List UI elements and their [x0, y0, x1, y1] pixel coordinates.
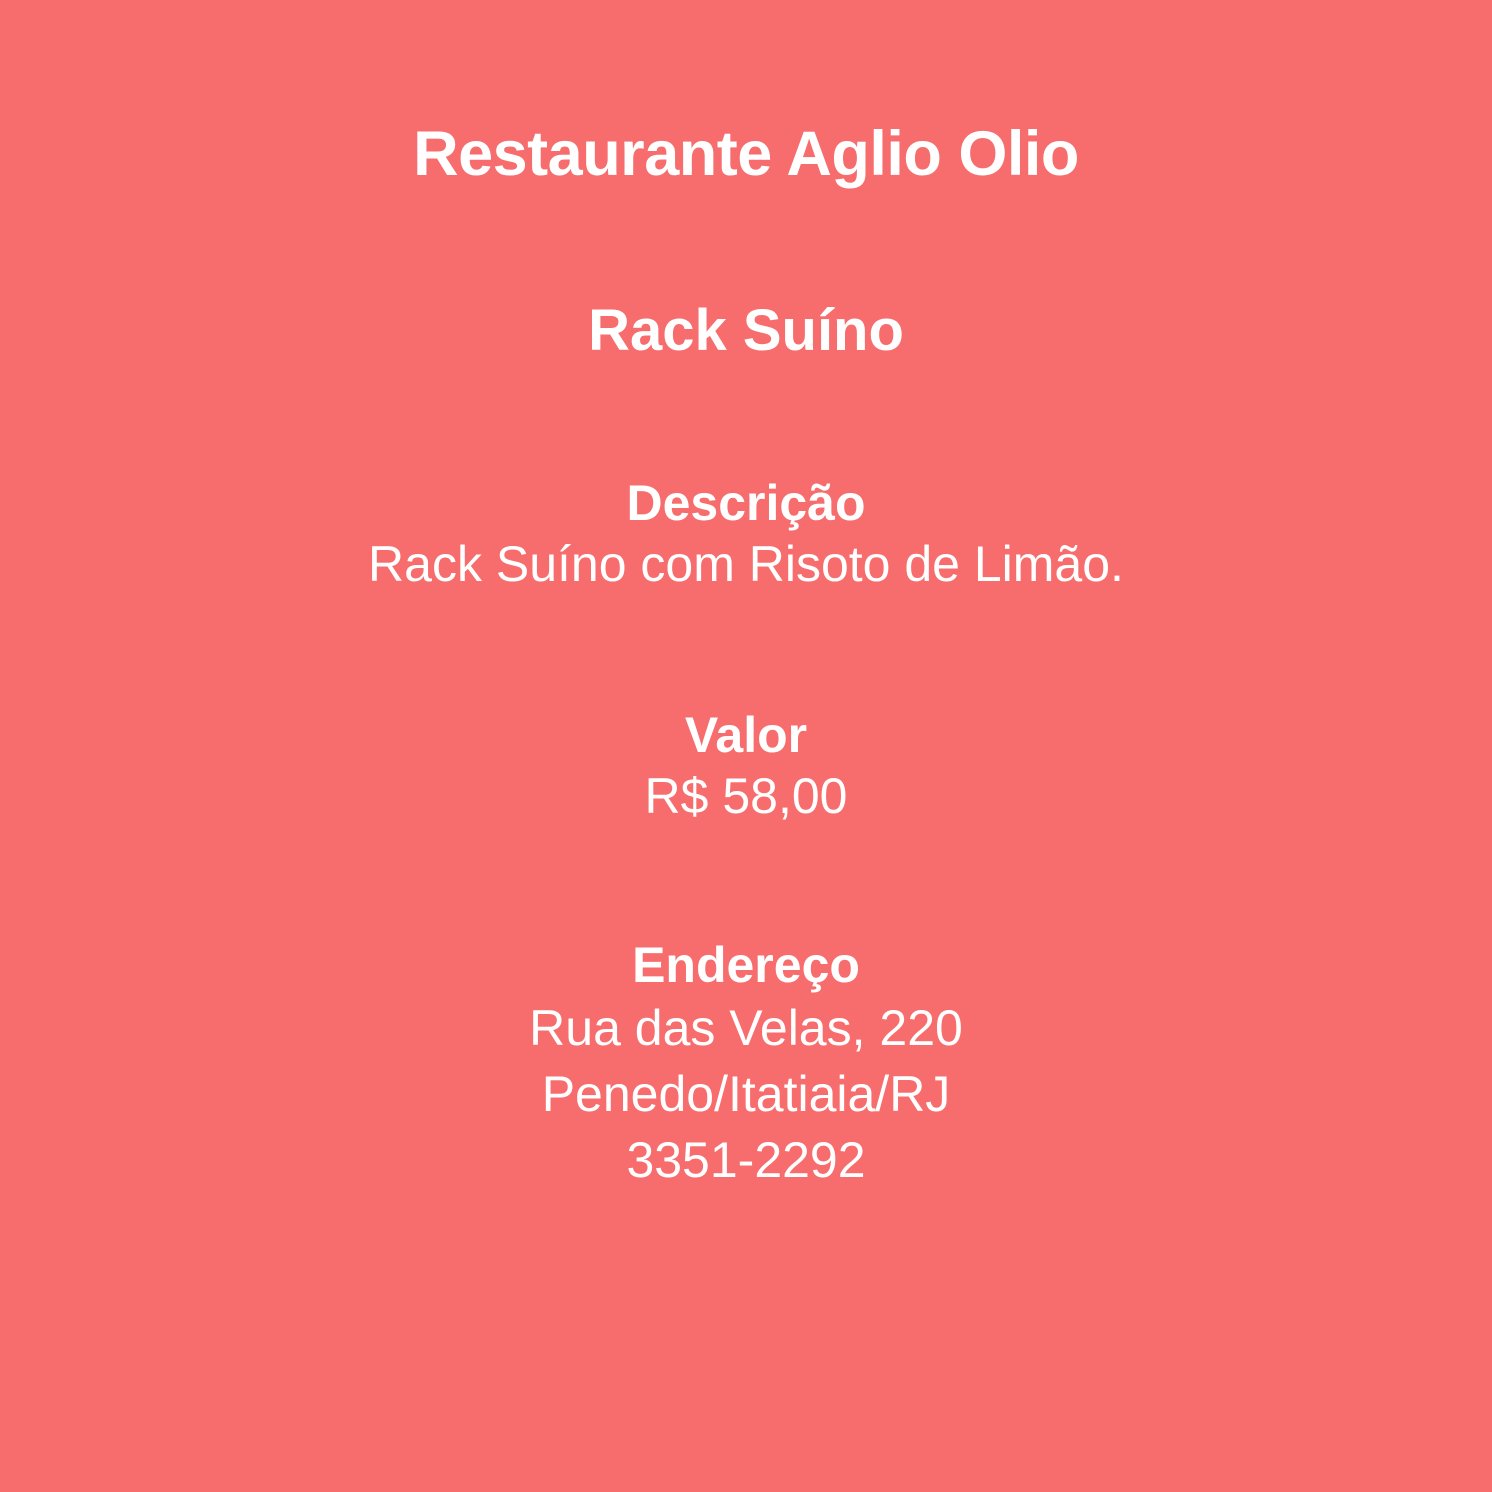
- dish-name: Rack Suíno: [588, 298, 904, 364]
- address-line-street: Rua das Velas, 220: [529, 999, 963, 1056]
- description-section: [60, 363, 1432, 595]
- address-section: [60, 827, 1432, 1193]
- address-line-city: Penedo/Itatiaia/RJ: [541, 1065, 951, 1122]
- price-value: R$ 58,00: [644, 767, 848, 824]
- restaurant-name: Restaurante Aglio Olio: [413, 119, 1079, 189]
- price-label: Valor: [684, 707, 808, 764]
- address-line-phone: 3351-2292: [626, 1131, 866, 1188]
- price-section: [60, 595, 1432, 827]
- address-label: Endereço: [632, 937, 860, 994]
- description-label: Descrição: [626, 475, 866, 532]
- description-text: Rack Suíno com Risoto de Limão.: [368, 535, 1124, 592]
